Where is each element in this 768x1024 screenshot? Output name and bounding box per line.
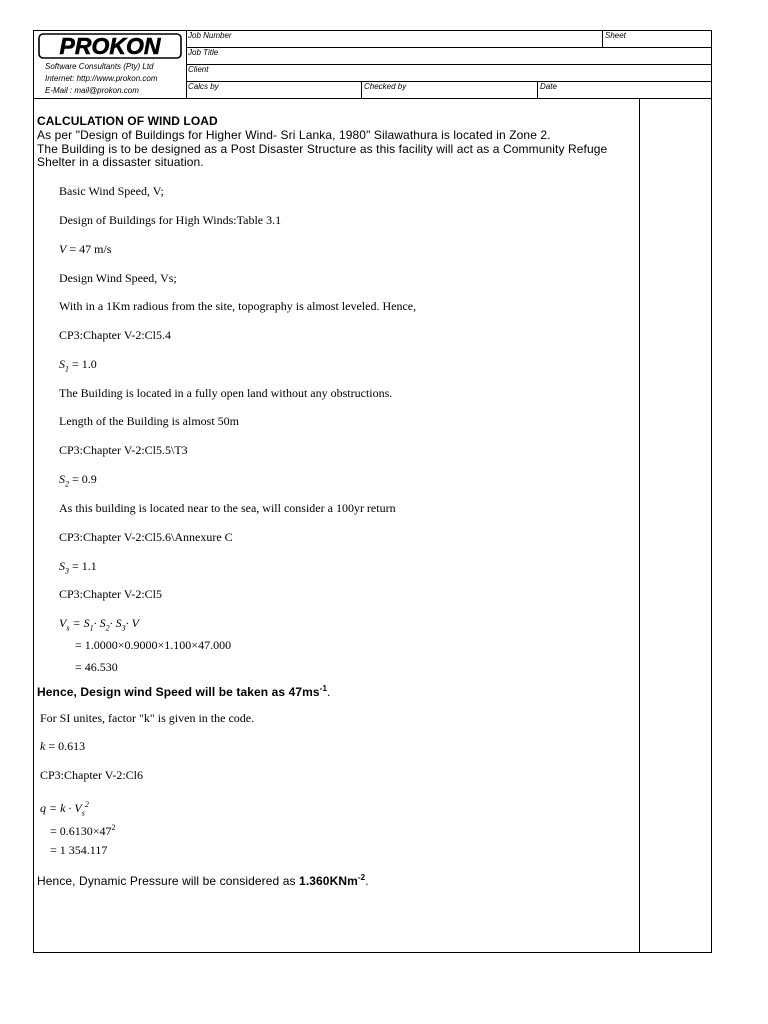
- company-name: Software Consultants (Pty) Ltd: [45, 62, 154, 71]
- building-length-note: Length of the Building is almost 50m: [59, 414, 239, 428]
- basic-wind-speed-heading: Basic Wind Speed, V;: [59, 184, 164, 198]
- job-number-label: Job Number: [188, 31, 232, 40]
- header-divider: [186, 30, 187, 98]
- intro-line-1: As per "Design of Buildings for Higher Wind- Sri Lanka, 1980" Silawathura is located in Zone 2.: [37, 128, 551, 142]
- si-units-note: For SI unites, factor "k" is given in the code.: [40, 711, 255, 725]
- code-reference-5: CP3:Chapter V-2:Cl6: [40, 768, 144, 782]
- svg-text:PROKON: PROKON: [59, 33, 161, 59]
- company-email: E-Mail : mail@prokon.com: [45, 86, 139, 95]
- date-label: Date: [540, 82, 557, 91]
- code-reference-4: CP3:Chapter V-2:Cl5: [59, 587, 163, 601]
- q-formula: $q = k \cdot V_s^2$: [40, 800, 89, 818]
- open-land-note: The Building is located in a fully open land without any obstructions.: [59, 386, 393, 400]
- document-title: CALCULATION OF WIND LOAD: [37, 114, 218, 128]
- vs-result: = 46.530: [75, 660, 118, 674]
- design-wind-speed-heading: Design Wind Speed, Vs;: [59, 271, 177, 285]
- q-substitution: = $0.6130\times 47^2$: [50, 823, 116, 838]
- s1-value: $S_1 = 1.0$: [59, 357, 97, 374]
- header-divider: [537, 81, 538, 98]
- header-rule: [186, 47, 712, 48]
- checked-by-label: Checked by: [364, 82, 407, 91]
- header-divider: [361, 81, 362, 98]
- v-value: V = 47 m/s: [59, 242, 112, 256]
- intro-line-3: Shelter in a dissaster situation.: [37, 155, 204, 169]
- header-divider: [602, 30, 603, 47]
- topography-note: With in a 1Km radious from the site, topography is almost leveled. Hence,: [59, 299, 417, 313]
- sea-note: As this building is located near to the sea, will consider a 100yr return: [59, 501, 396, 515]
- code-reference-2: CP3:Chapter V-2:Cl5.5\T3: [59, 443, 188, 457]
- header-rule: [186, 81, 712, 82]
- q-result: = 1 354.117: [50, 843, 108, 857]
- calcs-by-label: Calcs by: [188, 82, 219, 91]
- design-speed-conclusion: Hence, Design wind Speed will be taken as $47ms^{-1}$.: [37, 684, 331, 699]
- code-reference-1: CP3:Chapter V-2:Cl5.4: [59, 328, 172, 342]
- intro-line-2: The Building is to be designed as a Post Disaster Structure as this facility will act as a Community Refuge: [37, 142, 608, 156]
- sheet-label: Sheet: [605, 31, 626, 40]
- job-title-label: Job Title: [188, 48, 219, 57]
- s2-value: $S_2 = 0.9$: [59, 472, 97, 489]
- table-reference: Design of Buildings for High Winds:Table 3.1: [59, 213, 282, 227]
- code-reference-3: CP3:Chapter V-2:Cl5.6\Annexure C: [59, 530, 233, 544]
- margin-column-rule: [639, 98, 640, 953]
- client-label: Client: [188, 65, 209, 74]
- header-rule: [186, 64, 712, 65]
- company-internet: Internet: http://www.prokon.com: [45, 74, 158, 83]
- header-bottom-rule: [33, 98, 712, 99]
- vs-formula: $V_s = S_1\cdot S_2\cdot S_3\cdot V$: [59, 616, 139, 633]
- prokon-logo: [38, 33, 182, 59]
- s3-value: $S_3 = 1.1$: [59, 559, 97, 576]
- k-value: k = 0.613: [40, 739, 86, 753]
- dynamic-pressure-conclusion: Hence, Dynamic Pressure will be considered as 1.360KNm$^{-2}$.: [37, 873, 369, 888]
- vs-substitution: = 1.0000×0.9000×1.100×47.000: [75, 638, 232, 652]
